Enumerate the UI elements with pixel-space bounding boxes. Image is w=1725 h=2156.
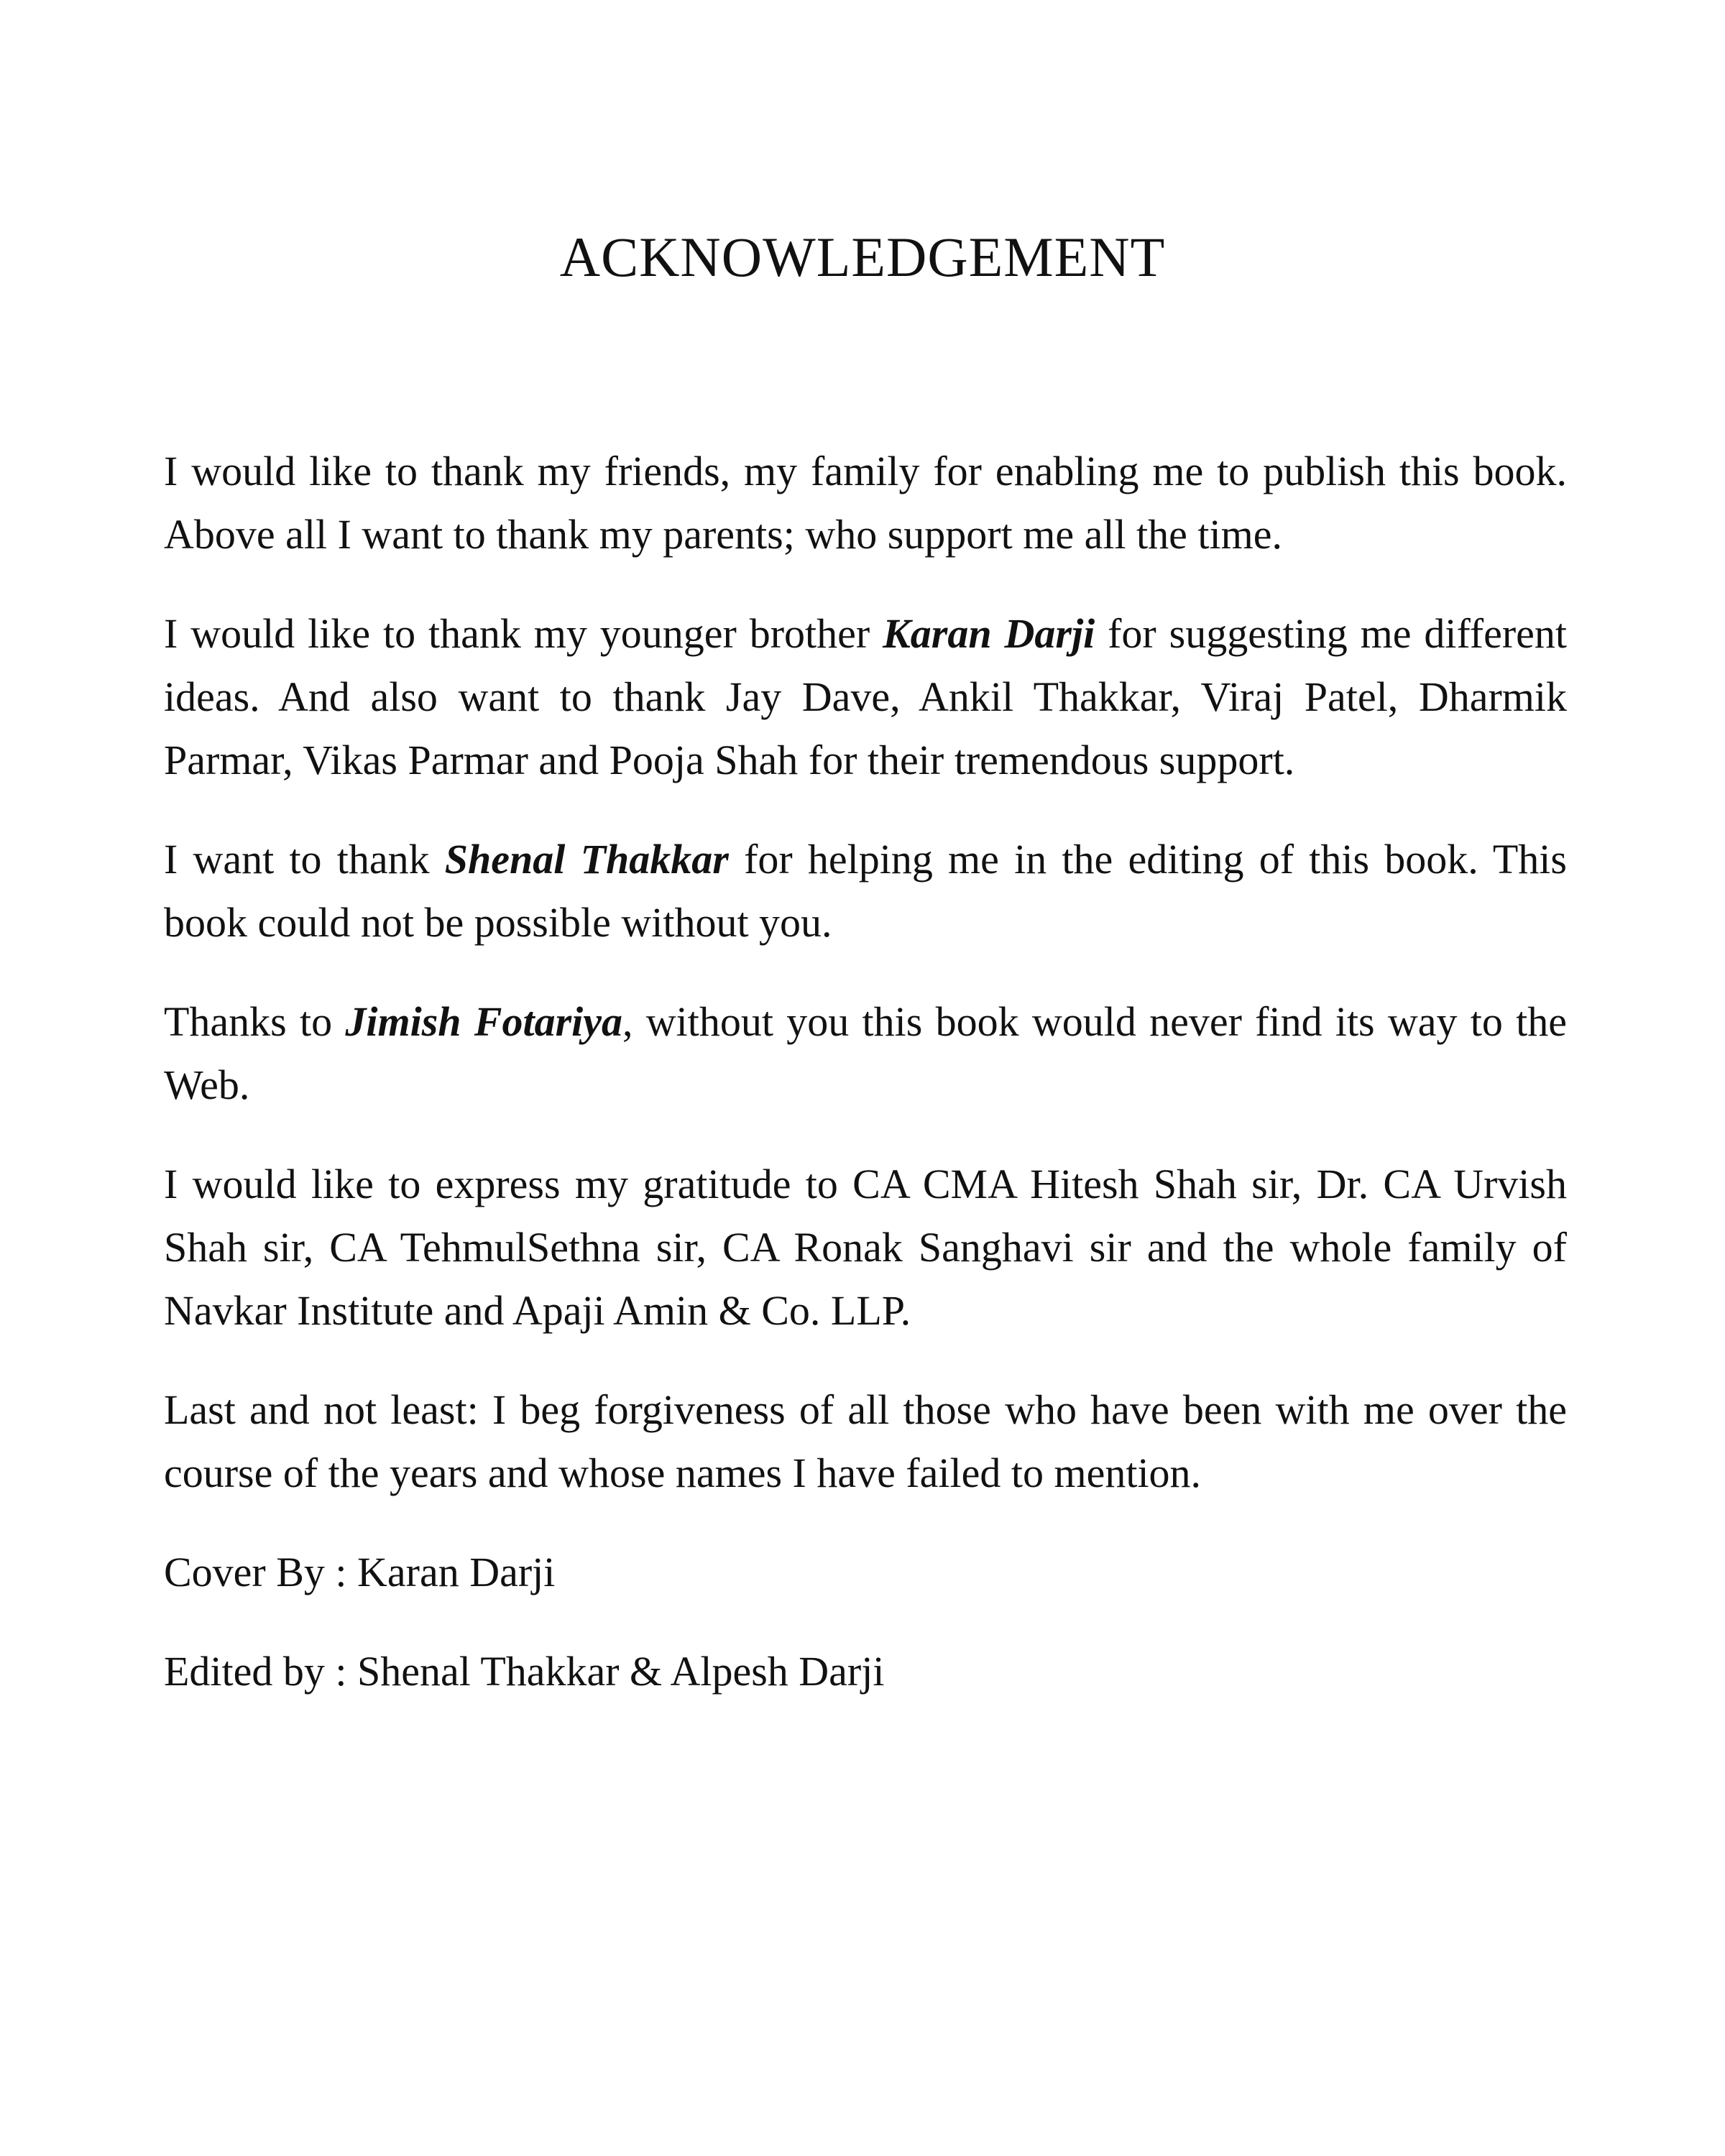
highlighted-name: Shenal Thakkar xyxy=(444,836,729,883)
paragraph-thanks-editor xyxy=(164,828,1567,954)
paragraph-text: Thanks to xyxy=(164,998,346,1045)
paragraph-text: for helping me in the editing of this book. This book could not be possible without you. xyxy=(164,836,1567,946)
acknowledgement-body xyxy=(164,440,1567,1739)
paragraph-thanks-web xyxy=(164,990,1567,1117)
page-title: ACKNOWLEDGEMENT xyxy=(559,226,1166,288)
highlighted-name: Karan Darji xyxy=(883,610,1095,657)
edited-credit: Edited by : Shenal Thakkar & Alpesh Darji xyxy=(164,1648,885,1695)
paragraph-text: for suggesting me different ideas. And also want to thank Jay Dave, Ankil Thakkar, Viraj Patel, Dharmik Parmar, Vikas Parmar and Pooja Shah for their tremendous support. xyxy=(164,610,1568,783)
paragraph-closing: Last and not least: I beg forgiveness of all those who have been with me over the course of the years and whose names I have failed to mention. xyxy=(164,1386,1567,1496)
paragraph-text: I want to thank xyxy=(164,836,445,883)
cover-credit: Cover By : Karan Darji xyxy=(164,1549,556,1595)
paragraph-thanks-brother xyxy=(164,602,1567,792)
paragraph-text: , without you this book would never find its way to the Web. xyxy=(164,998,1567,1108)
paragraph-thanks-friends-family: I would like to thank my friends, my family for enabling me to publish this book. Above all I want to thank my parents; who support me all the time. xyxy=(164,448,1567,558)
paragraph-text: I would like to thank my younger brother xyxy=(164,610,883,657)
paragraph-gratitude-mentors: I would like to express my gratitude to CA CMA Hitesh Shah sir, Dr. CA Urvish Shah sir, CA TehmulSethna sir, CA Ronak Sanghavi sir and the whole family of Navkar Institute and Apaji Amin & Co. LLP. xyxy=(164,1161,1567,1334)
highlighted-name: Jimish Fotariya xyxy=(345,998,623,1045)
